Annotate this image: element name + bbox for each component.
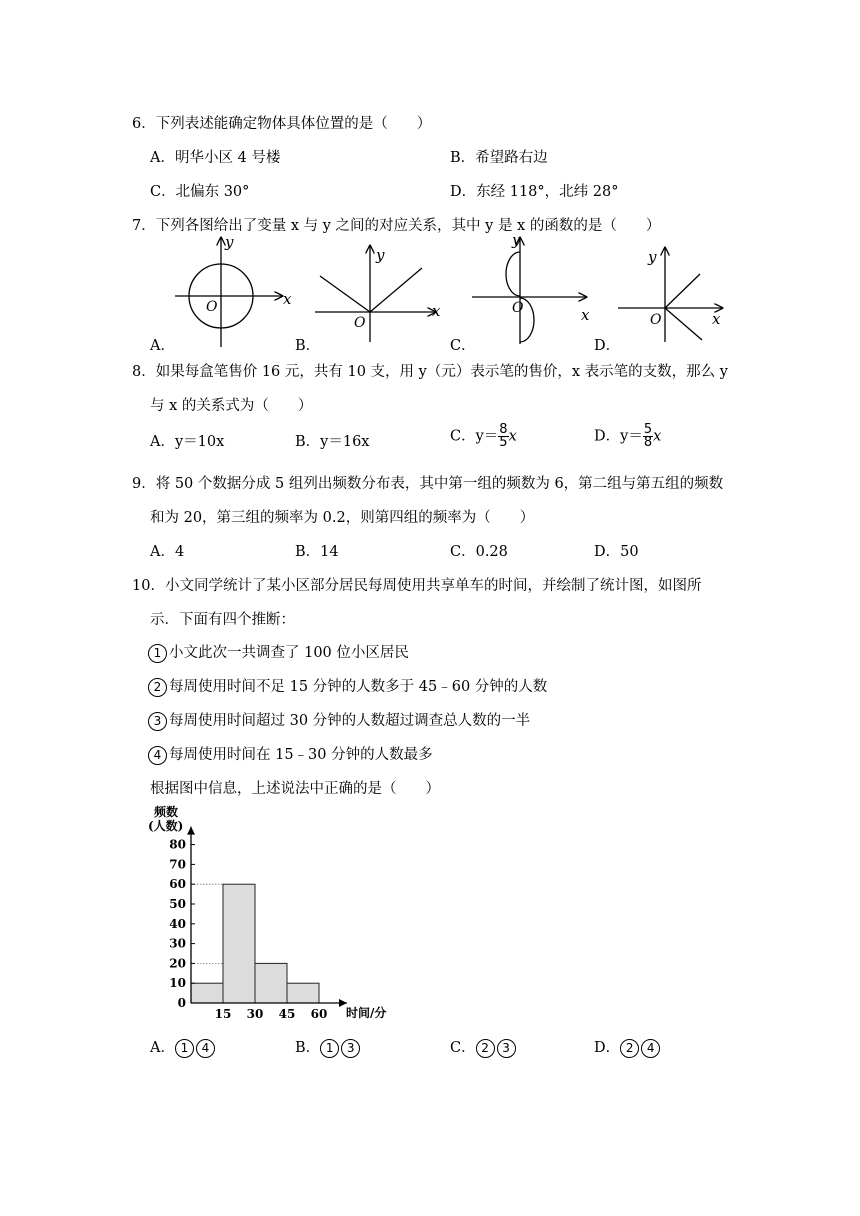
statement-text: 每周使用时间不足 15 分钟的人数多于 45﹣60 分钟的人数 bbox=[169, 679, 548, 695]
q6-stem: 6．下列表述能确定物体具体位置的是（ ） bbox=[132, 116, 432, 132]
q10-statement-1 bbox=[148, 641, 409, 663]
q10-option-c bbox=[450, 1036, 518, 1058]
q8-c-fraction bbox=[498, 424, 508, 449]
histogram-bar bbox=[255, 963, 287, 1003]
statement-text: 小文此次一共调查了 100 位小区居民 bbox=[169, 645, 409, 661]
option-label: B． bbox=[295, 1040, 321, 1056]
chart-ylabel-line1: 频数 bbox=[154, 805, 179, 819]
circled-number: 2 bbox=[620, 1039, 639, 1058]
q8-option-a: A．y＝10x bbox=[150, 434, 225, 450]
graph-a-origin: O bbox=[206, 299, 218, 315]
y-tick-label: 20 bbox=[169, 956, 186, 971]
circled-number: 3 bbox=[341, 1039, 360, 1058]
circled-number: 2 bbox=[476, 1039, 495, 1058]
q7-graphs bbox=[140, 232, 740, 352]
q10-option-d bbox=[594, 1036, 662, 1058]
q8-d-suffix: x bbox=[653, 428, 662, 445]
y-tick-label: 80 bbox=[169, 837, 186, 852]
graph-d-y-label: y bbox=[648, 248, 657, 266]
q7-stem: 7．下列各图给出了变量 x 与 y 之间的对应关系，其中 y 是 x 的函数的是（ ） bbox=[132, 218, 661, 234]
option-label: D． bbox=[594, 1040, 621, 1056]
y-tick-label: 40 bbox=[169, 916, 186, 931]
graph-d-x-label: x bbox=[712, 310, 721, 328]
circled-number: 4 bbox=[196, 1039, 215, 1058]
x-tick-label: 15 bbox=[214, 1007, 232, 1021]
q8-stem-line1: 8．如果每盒笔售价 16 元，共有 10 支，用 y（元）表示笔的售价，x 表示笔的支数，那么 y bbox=[132, 364, 728, 380]
circled-number: 4 bbox=[641, 1039, 660, 1058]
circled-number: 1 bbox=[148, 644, 167, 663]
graph-d bbox=[618, 248, 722, 342]
graph-d-origin: O bbox=[650, 312, 662, 328]
q8-option-b: B．y＝16x bbox=[295, 434, 370, 450]
q8-option-c bbox=[450, 424, 517, 449]
q7-option-c: C． bbox=[450, 338, 476, 354]
x-tick-label: 45 bbox=[278, 1007, 296, 1021]
histogram-chart bbox=[140, 800, 400, 1028]
circled-number: 3 bbox=[148, 712, 167, 731]
circled-number: 2 bbox=[148, 678, 167, 697]
q6-option-b: B．希望路右边 bbox=[450, 150, 548, 166]
q10-statement-4 bbox=[148, 743, 433, 765]
y-tick-label: 0 bbox=[177, 996, 186, 1010]
q8-option-d bbox=[594, 424, 661, 449]
y-tick-label: 60 bbox=[169, 877, 186, 892]
graph-b-x-label: x bbox=[432, 302, 441, 320]
option-label: C． bbox=[450, 1040, 476, 1056]
x-tick-label: 30 bbox=[246, 1007, 264, 1021]
q9-stem-line2: 和为 20，第三组的频率为 0.2，则第四组的频率为（ ） bbox=[150, 510, 535, 526]
graph-a-x-label: x bbox=[283, 290, 292, 308]
q10-option-a bbox=[150, 1036, 217, 1058]
y-tick-label: 10 bbox=[169, 976, 186, 991]
option-label: A． bbox=[150, 1040, 175, 1056]
x-tick-label: 60 bbox=[310, 1007, 328, 1021]
graph-b bbox=[315, 246, 441, 342]
q9-option-c: C．0.28 bbox=[450, 544, 508, 560]
q7-option-d: D． bbox=[594, 338, 621, 354]
q8-c-numerator: 8 bbox=[499, 422, 508, 437]
q8-stem-line2: 与 x 的关系式为（ ） bbox=[150, 398, 313, 414]
q6-option-c: C．北偏东 30° bbox=[150, 184, 250, 200]
histogram-bar bbox=[223, 884, 255, 1003]
q8-d-prefix: D．y＝ bbox=[594, 428, 643, 445]
q8-c-prefix: C．y＝ bbox=[450, 428, 499, 445]
q10-statement-3 bbox=[148, 709, 530, 731]
graph-a-y-label: y bbox=[225, 233, 234, 251]
q8-c-suffix: x bbox=[508, 428, 517, 445]
q10-statement-2 bbox=[148, 675, 547, 697]
circled-number: 1 bbox=[320, 1039, 339, 1058]
q7-option-b: B． bbox=[295, 338, 321, 354]
q10-stem-line1: 10．小文同学统计了某小区部分居民每周使用共享单车的时间，并绘制了统计图，如图所 bbox=[132, 578, 702, 594]
q9-option-b: B．14 bbox=[295, 544, 339, 560]
graph-c-origin: O bbox=[512, 300, 524, 316]
y-tick-label: 50 bbox=[169, 897, 186, 911]
circled-number: 4 bbox=[148, 746, 167, 765]
q10-option-b bbox=[295, 1036, 362, 1058]
y-tick-label: 70 bbox=[169, 857, 186, 872]
chart-ylabel-line2: (人数) bbox=[148, 819, 184, 833]
q8-d-numerator: 5 bbox=[643, 422, 653, 437]
graph-c bbox=[472, 232, 590, 344]
graph-c-y-label: y bbox=[512, 232, 521, 249]
q9-option-a: A．4 bbox=[150, 544, 185, 560]
chart-y-axis-arrow bbox=[187, 827, 195, 835]
q7-option-a: A． bbox=[150, 338, 175, 354]
graph-b-y-label: y bbox=[376, 246, 385, 264]
chart-xlabel: 时间/分 bbox=[346, 1006, 387, 1020]
histogram-bar bbox=[287, 983, 319, 1003]
circled-number: 3 bbox=[497, 1039, 516, 1058]
circled-number: 1 bbox=[175, 1039, 194, 1058]
statement-text: 每周使用时间在 15﹣30 分钟的人数最多 bbox=[169, 747, 433, 763]
q9-stem-line1: 9．将 50 个数据分成 5 组列出频数分布表，其中第一组的频数为 6，第二组与第五组的频数 bbox=[132, 476, 724, 492]
q8-c-denominator: 5 bbox=[499, 435, 508, 450]
statement-text: 每周使用时间超过 30 分钟的人数超过调查总人数的一半 bbox=[169, 713, 531, 729]
histogram-bar bbox=[191, 983, 223, 1003]
q6-option-a: A．明华小区 4 号楼 bbox=[150, 150, 281, 166]
y-tick-label: 30 bbox=[169, 936, 186, 951]
q10-stem-line2: 示．下面有四个推断： bbox=[150, 612, 295, 628]
q8-d-fraction bbox=[643, 424, 653, 449]
graph-b-origin: O bbox=[354, 315, 366, 331]
graph-c-x-label: x bbox=[581, 306, 590, 324]
q8-d-denominator: 8 bbox=[643, 435, 653, 450]
q10-question: 根据图中信息，上述说法中正确的是（ ） bbox=[150, 781, 440, 797]
q9-option-d: D．50 bbox=[594, 544, 639, 560]
graph-a bbox=[175, 233, 292, 347]
q6-option-d: D．东经 118°，北纬 28° bbox=[450, 184, 619, 200]
